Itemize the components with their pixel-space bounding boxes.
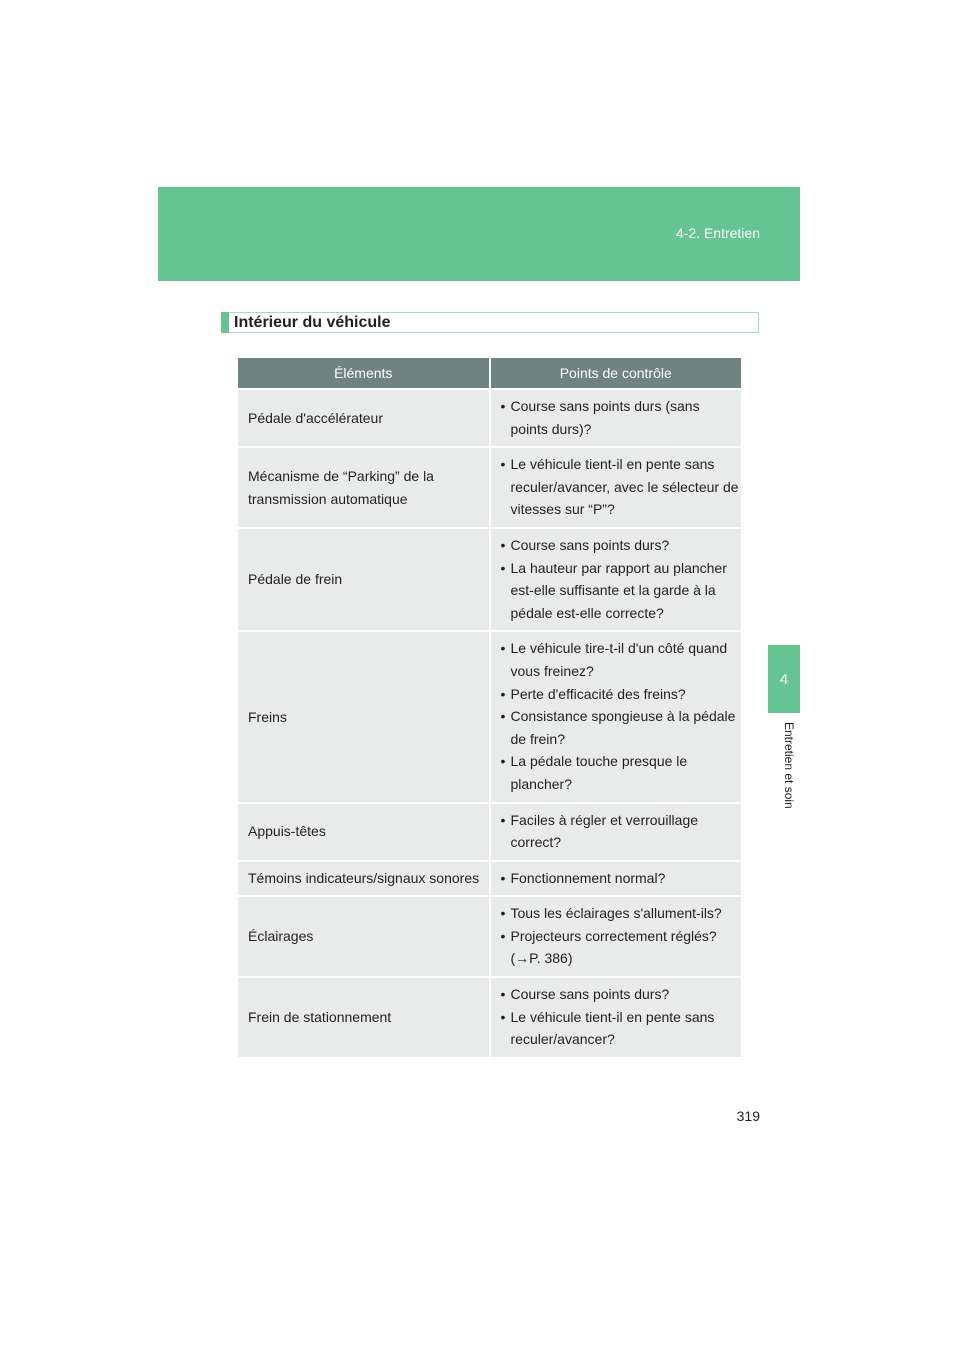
table-row [238,896,741,977]
item-cell: Éclairages [238,896,490,977]
table-row [238,977,741,1057]
checkpoint-list [501,902,740,970]
checkpoint-list [501,453,740,521]
checkpoint-item: • Consistance spongieuse à la pédale de frein? [501,705,740,750]
checkpoint-item: • La hauteur par rapport au plancher est-elle suffisante et la garde à la pédale est-elle correcte? [501,557,740,625]
table-header-row [238,358,741,389]
item-cell: Freins [238,631,490,802]
page-number: 319 [736,1108,760,1124]
checkpoints-cell [490,389,742,447]
checkpoint-item: • Fonctionnement normal? [501,867,740,890]
checkpoints-cell [490,528,742,631]
table-row [238,861,741,897]
checkpoints-cell [490,896,742,977]
checkpoint-list [501,983,740,1051]
column-header-checkpoints: Points de contrôle [490,358,742,389]
section-breadcrumb: 4-2. Entretien [675,225,760,241]
table-row [238,803,741,861]
checkpoint-item: • Le véhicule tire-t-il d'un côté quand vous freinez? [501,637,740,682]
checkpoint-item: • Tous les éclairages s'allument-ils? [501,902,740,925]
checkpoint-list [501,637,740,795]
checkpoints-cell [490,447,742,528]
table-row [238,389,741,447]
checkpoint-item: • La pédale touche presque le plancher? [501,750,740,795]
checkpoints-cell [490,977,742,1057]
table-row [238,528,741,631]
checkpoint-item: • Course sans points durs? [501,983,740,1006]
checkpoint-list [501,867,740,890]
item-cell: Mécanisme de “Parking” de la transmission automatique [238,447,490,528]
column-header-items: Éléments [238,358,490,389]
checkpoints-cell [490,803,742,861]
checkpoint-item: • Faciles à régler et verrouillage correct? [501,809,740,854]
checkpoint-list [501,809,740,854]
item-cell: Pédale de frein [238,528,490,631]
checkpoints-cell [490,861,742,897]
checkpoints-cell [490,631,742,802]
item-cell: Pédale d'accélérateur [238,389,490,447]
checkpoint-item: • Course sans points durs (sans points durs)? [501,395,740,440]
table-row [238,631,741,802]
table-row [238,447,741,528]
checkpoint-item: • Course sans points durs? [501,534,740,557]
chapter-label: Entretien et soin [782,722,796,809]
section-title: Intérieur du véhicule [221,312,759,333]
inspection-table [238,358,741,1057]
chapter-number: 4 [779,670,789,688]
item-cell: Appuis-têtes [238,803,490,861]
checkpoint-list [501,395,740,440]
table-body [238,389,741,1057]
header-band [158,187,800,281]
checkpoint-item: • Perte d'efficacité des freins? [501,683,740,706]
item-cell: Frein de stationnement [238,977,490,1057]
checkpoint-item: • Le véhicule tient-il en pente sans reculer/avancer, avec le sélecteur de vitesses sur “P”? [501,453,740,521]
item-cell: Témoins indicateurs/signaux sonores [238,861,490,897]
checkpoint-item: • Projecteurs correctement réglés? (→P. 386) [501,925,740,970]
chapter-tab [768,645,800,713]
checkpoint-list [501,534,740,624]
checkpoint-item: • Le véhicule tient-il en pente sans reculer/avancer? [501,1006,740,1051]
